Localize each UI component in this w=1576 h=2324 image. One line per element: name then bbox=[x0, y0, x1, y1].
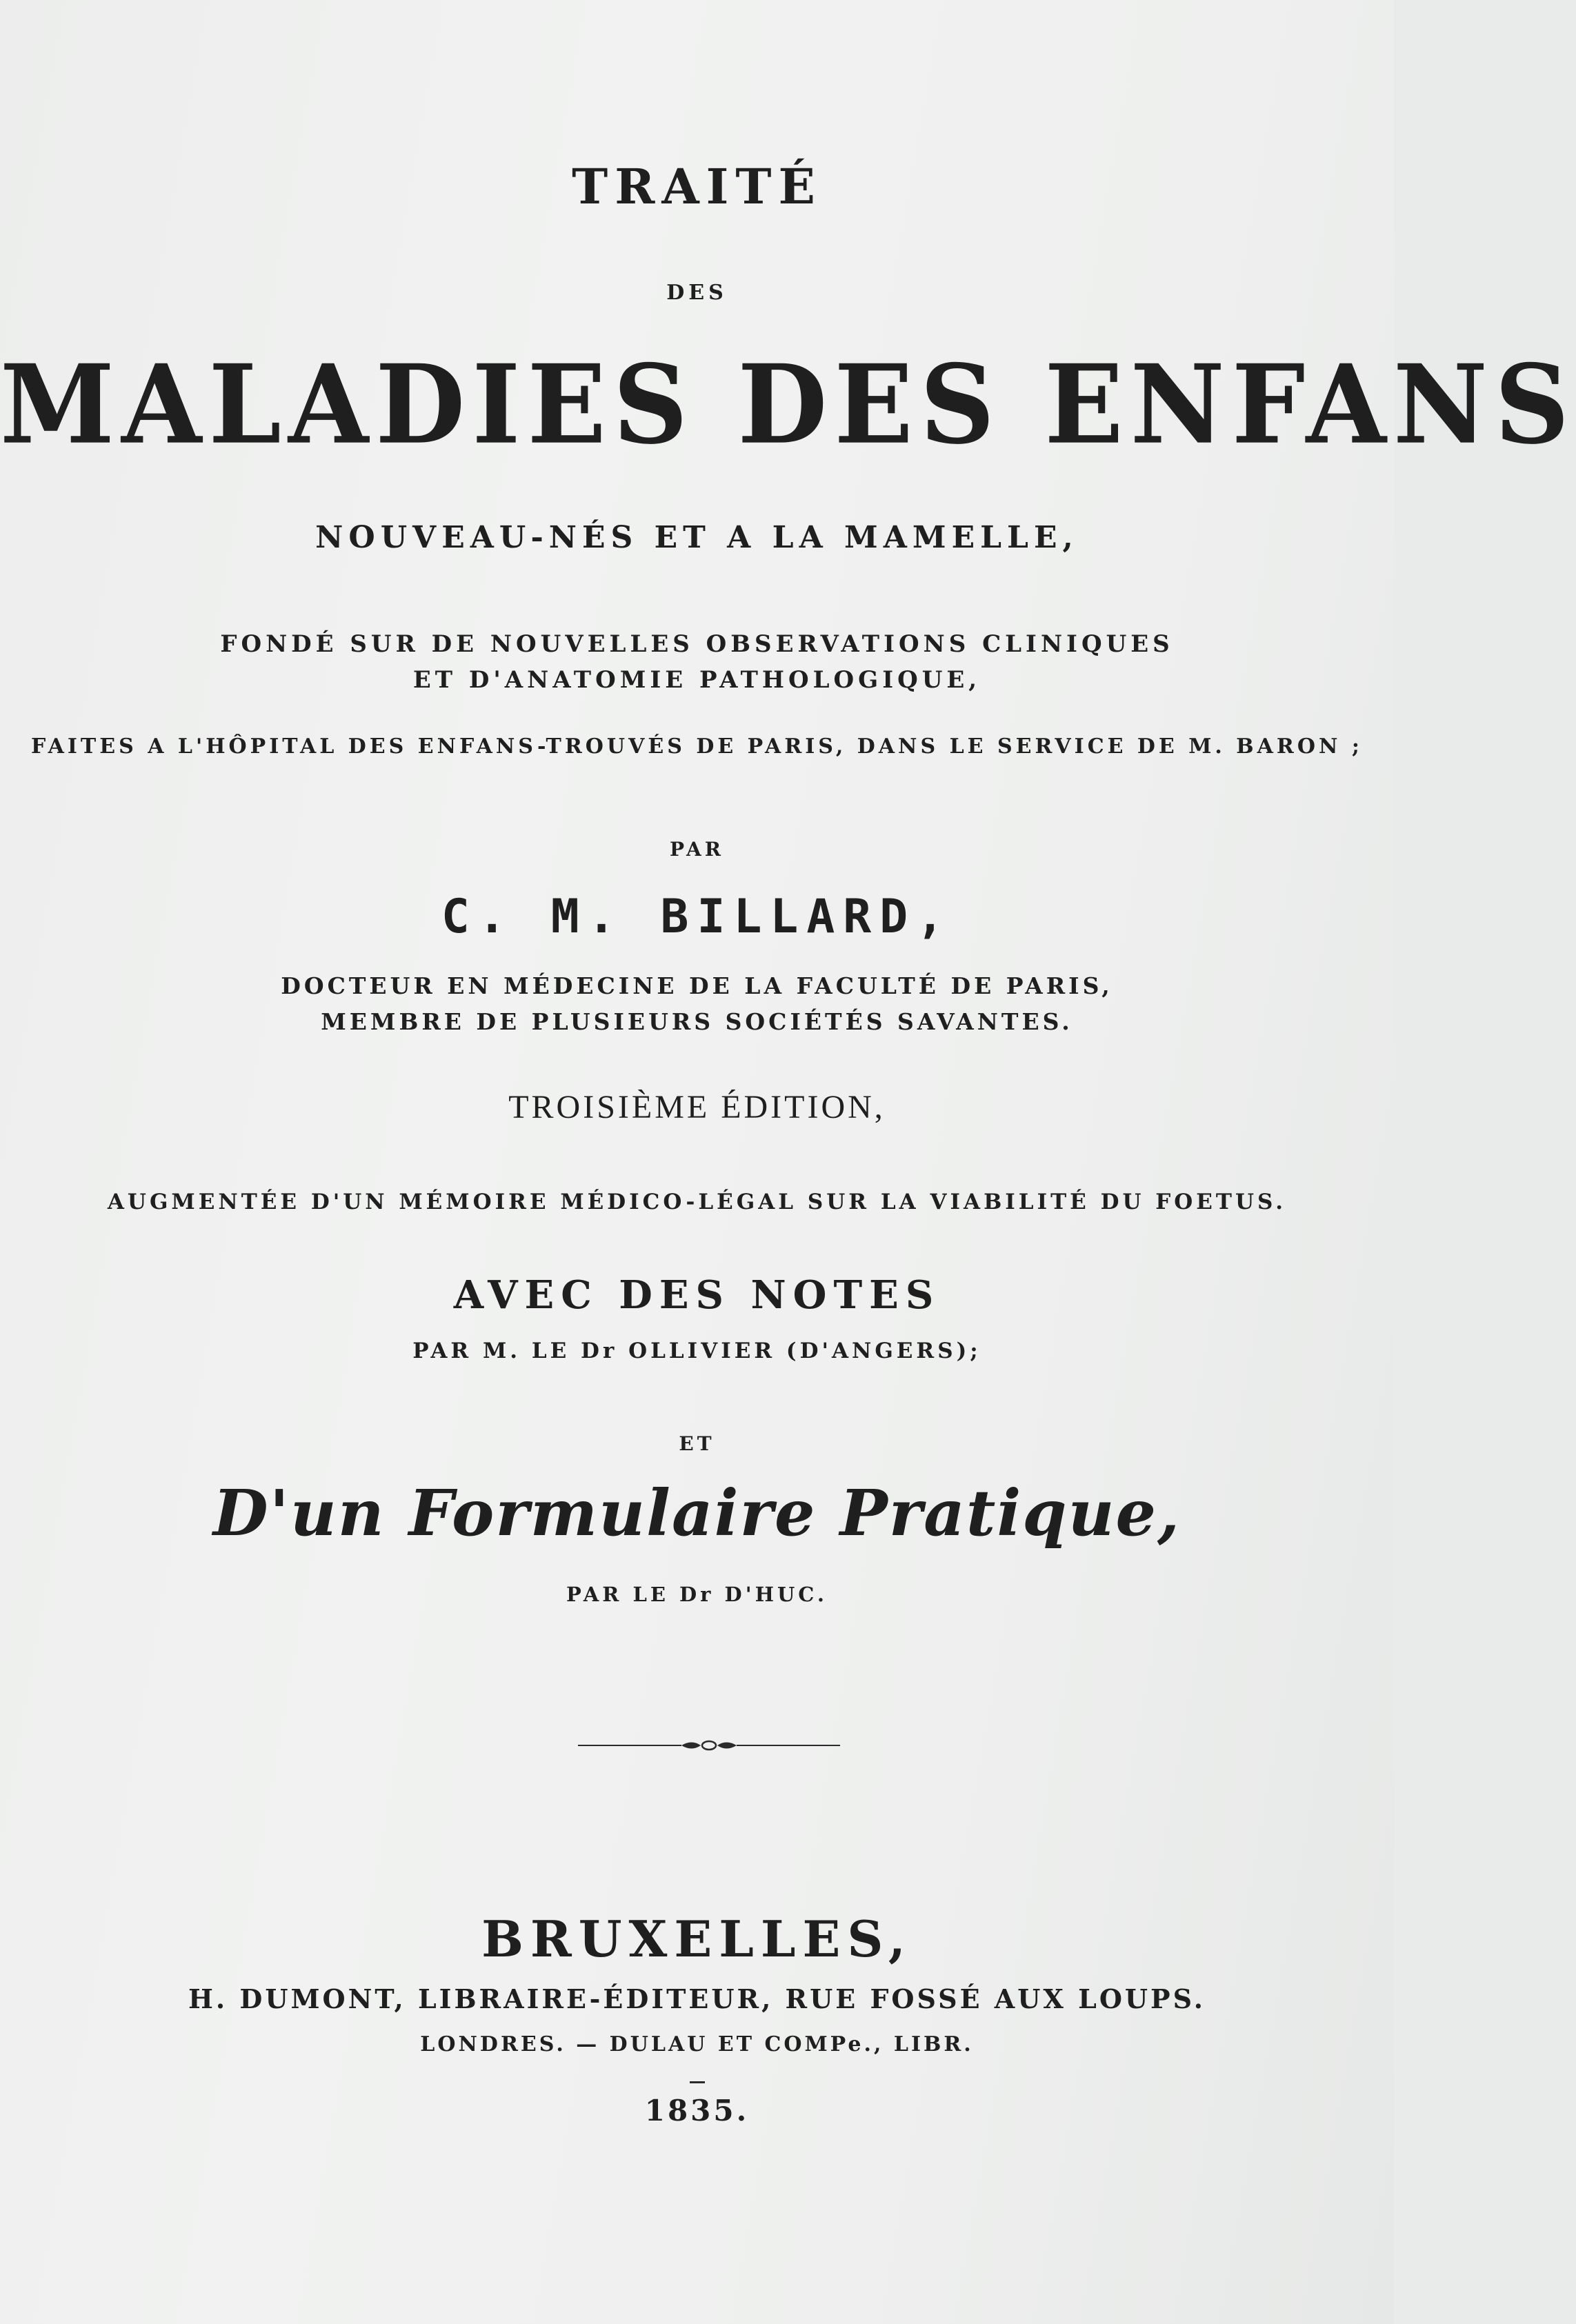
imprint-city: BRUXELLES, bbox=[481, 1910, 912, 1968]
heading-des: DES bbox=[666, 281, 728, 305]
augmentee-line: AUGMENTÉE D'UN MÉMOIRE MÉDICO-LÉGAL SUR LA VIABILITÉ DU FOETUS. bbox=[107, 1190, 1287, 1214]
founded-block bbox=[0, 626, 1394, 698]
et-label: ET bbox=[679, 1432, 715, 1455]
avec-notes-heading: AVEC DES NOTES bbox=[453, 1272, 941, 1318]
par-dhuc-line: PAR LE Dr D'HUC. bbox=[566, 1583, 828, 1606]
decorative-rule-icon bbox=[578, 1735, 840, 1756]
formulaire-heading: D'un Formulaire Pratique, bbox=[212, 1476, 1181, 1550]
edition-label: TROISIÈME ÉDITION, bbox=[508, 1089, 886, 1125]
author-name: C. M. BILLARD, bbox=[441, 890, 953, 944]
credentials-line-1: DOCTEUR EN MÉDECINE DE LA FACULTÉ DE PARIS, bbox=[281, 972, 1113, 999]
author-credentials bbox=[0, 968, 1394, 1040]
par-label: PAR bbox=[669, 838, 724, 861]
imprint-london: LONDRES. — DULAU ET COMPe., LIBR. bbox=[420, 2032, 974, 2056]
par-ollivier-line: PAR M. LE Dr OLLIVIER (D'ANGERS); bbox=[412, 1339, 981, 1363]
main-title: MALADIES DES ENFANS bbox=[0, 341, 1576, 469]
founded-line-2: ET D'ANATOMIE PATHOLOGIQUE, bbox=[412, 666, 981, 694]
heading-traite: TRAITÉ bbox=[572, 158, 822, 215]
faites-line: FAITES A L'HÔPITAL DES ENFANS-TROUVÉS DE PARIS, DANS LE SERVICE DE M. BARON ; bbox=[31, 734, 1363, 759]
imprint-year: 1835. bbox=[644, 2094, 750, 2127]
subtitle: NOUVEAU-NÉS ET A LA MAMELLE, bbox=[315, 520, 1079, 555]
credentials-line-2: MEMBRE DE PLUSIEURS SOCIÉTÉS SAVANTES. bbox=[321, 1008, 1073, 1035]
imprint-publisher: H. DUMONT, LIBRAIRE-ÉDITEUR, RUE FOSSÉ AUX LOUPS. bbox=[188, 1983, 1206, 2014]
year-divider bbox=[690, 2081, 705, 2083]
founded-line-1: FONDÉ SUR DE NOUVELLES OBSERVATIONS CLINIQUES bbox=[220, 630, 1174, 658]
